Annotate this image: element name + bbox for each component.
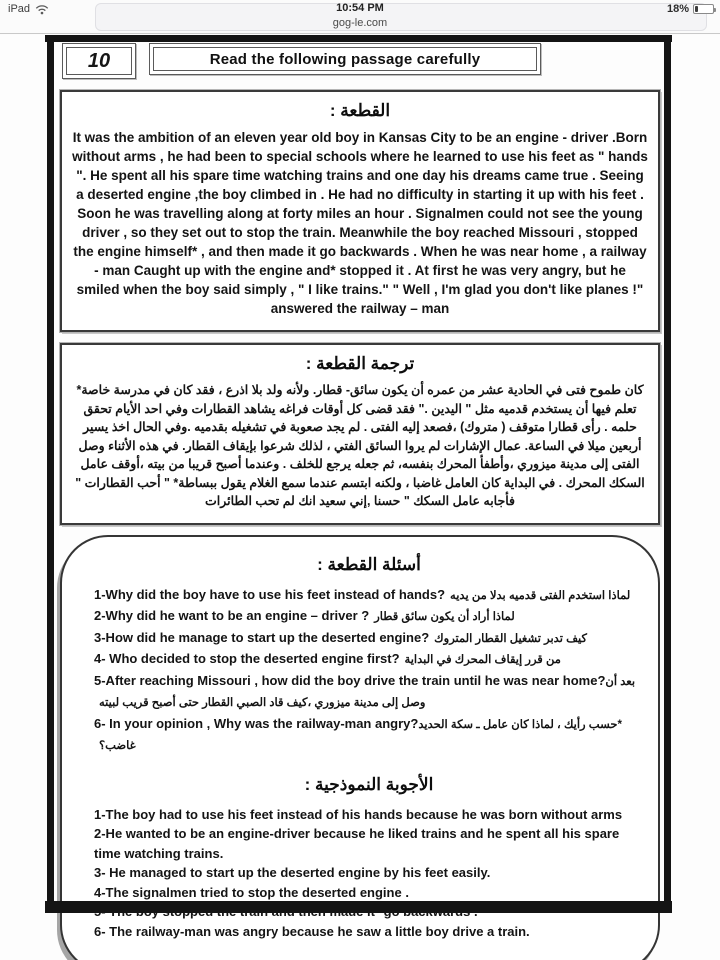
question-item bbox=[94, 628, 644, 650]
questions-answers-box bbox=[60, 535, 660, 960]
passage-box bbox=[60, 90, 660, 332]
answer-item: 2-He wanted to be an engine-driver because he liked trains and he spent all his spare time watching trains. bbox=[94, 826, 620, 861]
url-text[interactable]: gog-le.com bbox=[332, 17, 388, 29]
document-page bbox=[0, 35, 720, 960]
passage-number-box bbox=[62, 43, 136, 79]
question-en: 5-After reaching Missouri , how did the boy drive the train until he was near home? bbox=[94, 672, 606, 688]
question-ar: كيف تدبر تشغيل القطار المتروك bbox=[434, 632, 587, 645]
page-content bbox=[60, 43, 660, 960]
question-ar: *حسب رأيك ، لماذا كان عامل ـ سكة الحديد غاضب؟ bbox=[99, 718, 622, 752]
translation-body: كان طموح فتى في الحادية عشر من عمره أن يكون سائق- قطار. ولأنه ولد بلا اذرع ، فقد كان في مدرسة خاصة* تعلم فيها أن يستخدم قدميه مثل " اليدين ." فقد قضى كل أوقات فراغه يشاهد القطارات وفي احد الأيام تحقق حلمه . رأى قطارا متوقف ( متروك) ،فصعد إليه الفتى . لم يجد صعوبة في تشغيله بقدميه .وفي الحال اخذ يسير أربعين ميلا في الساعة. عمال الإشارات لم يروا السائق الفتي ، لذلك شرعوا بإيقاف القطار. في هذه الأثناء وصل الفتى إلى مدينة ميزوري ،وأطفأ المحرك بنفسه، ثم جعله يرجع للخلف . وعندما أصبح قريبا من بيته ،أوقف عامل السكك المحرك . في البداية كان العامل غاضبا ، ولكنه ابتسم عندما سمع الغلام يقول ببساطة* " أحب القطارات " فأجابه عامل السكك " حسنا ,إني سعيد انك لم تحب الطائرات bbox=[75, 383, 645, 508]
question-en: 4- Who decided to stop the deserted engine first? bbox=[94, 651, 400, 666]
answer-item: 6- The railway-man was angry because he saw a little boy drive a train. bbox=[94, 923, 530, 939]
page-border-top bbox=[45, 35, 672, 42]
question-en: 1-Why did the boy have to use his feet instead of hands? bbox=[94, 586, 446, 602]
header-row bbox=[62, 43, 660, 79]
page-border-bottom bbox=[45, 901, 672, 913]
passage-number: 10 bbox=[66, 47, 132, 75]
question-ar: من قرر إيقاف المحرك في البداية bbox=[404, 654, 561, 666]
question-ar: بعد أن وصل إلى مدينة ميزوري ،كيف قاد الصبي القطار حتى أصبح قريب لبيته bbox=[99, 675, 636, 709]
battery-percent: 18% bbox=[666, 3, 689, 15]
answer-item: 1-The boy had to use his feet instead of his hands because he was born without arms bbox=[94, 806, 623, 822]
answer-item: 3- He managed to start up the deserted engine by his feet easily. bbox=[94, 865, 491, 880]
questions-title: أسئلة القطعة : bbox=[317, 554, 421, 574]
instruction-label: Read the following passage carefully bbox=[153, 47, 537, 71]
question-item bbox=[94, 714, 644, 757]
question-item bbox=[94, 585, 644, 607]
question-item bbox=[94, 671, 644, 714]
question-en: 3-How did he manage to start up the deserted engine? bbox=[94, 629, 430, 645]
status-right bbox=[667, 3, 714, 15]
passage-title: القطعة : bbox=[329, 101, 391, 120]
answer-item: 4-The signalmen tried to stop the deserted engine . bbox=[94, 884, 409, 900]
clock: 10:54 PM bbox=[336, 2, 384, 14]
question-ar: لماذا استخدم الفتى قدميه بدلا من يديه bbox=[450, 589, 631, 602]
question-en: 6- In your opinion , Why was the railway-man angry? bbox=[94, 715, 419, 731]
question-item bbox=[94, 649, 644, 671]
battery-icon bbox=[693, 4, 714, 14]
page-border-right bbox=[664, 35, 671, 913]
translation-title: ترجمة القطعة : bbox=[305, 354, 415, 373]
device-label: iPad bbox=[8, 3, 31, 15]
browser-topbar bbox=[0, 0, 720, 34]
passage-body: It was the ambition of an eleven year old boy in Kansas City to be an engine - driver .Born without arms , he had been to special schools where he learned to use his feet as " hands ". He spent all his spare time watching trains and one day his dreams came true . Seeing a deserted engine ,the boy climbed in . He had no difficulty in starting it up with his feet . Soon he was travelling along at forty miles an hour . Signalmen could not see the young driver , so they set out to stop the train. Meanwhile the boy reached Missouri , stopped the engine himself* , and then made it go backwards . When he was near home , a railway - man Caught up with the engine and* stopped it . At first he was very angry, but he smiled when the boy said simply , " I like trains." " Well , I'm glad you don't like planes !" answered the railway – man bbox=[72, 130, 648, 316]
answers-title: الأجوبة النموذجية : bbox=[304, 774, 434, 794]
instruction-box bbox=[149, 43, 541, 75]
question-item bbox=[94, 606, 644, 628]
question-ar: لماذا أراد أن يكون سائق قطار bbox=[374, 611, 515, 623]
page-border-left bbox=[47, 35, 54, 913]
translation-box bbox=[60, 343, 660, 525]
question-en: 2-Why did he want to be an engine – driver ? bbox=[94, 608, 370, 623]
